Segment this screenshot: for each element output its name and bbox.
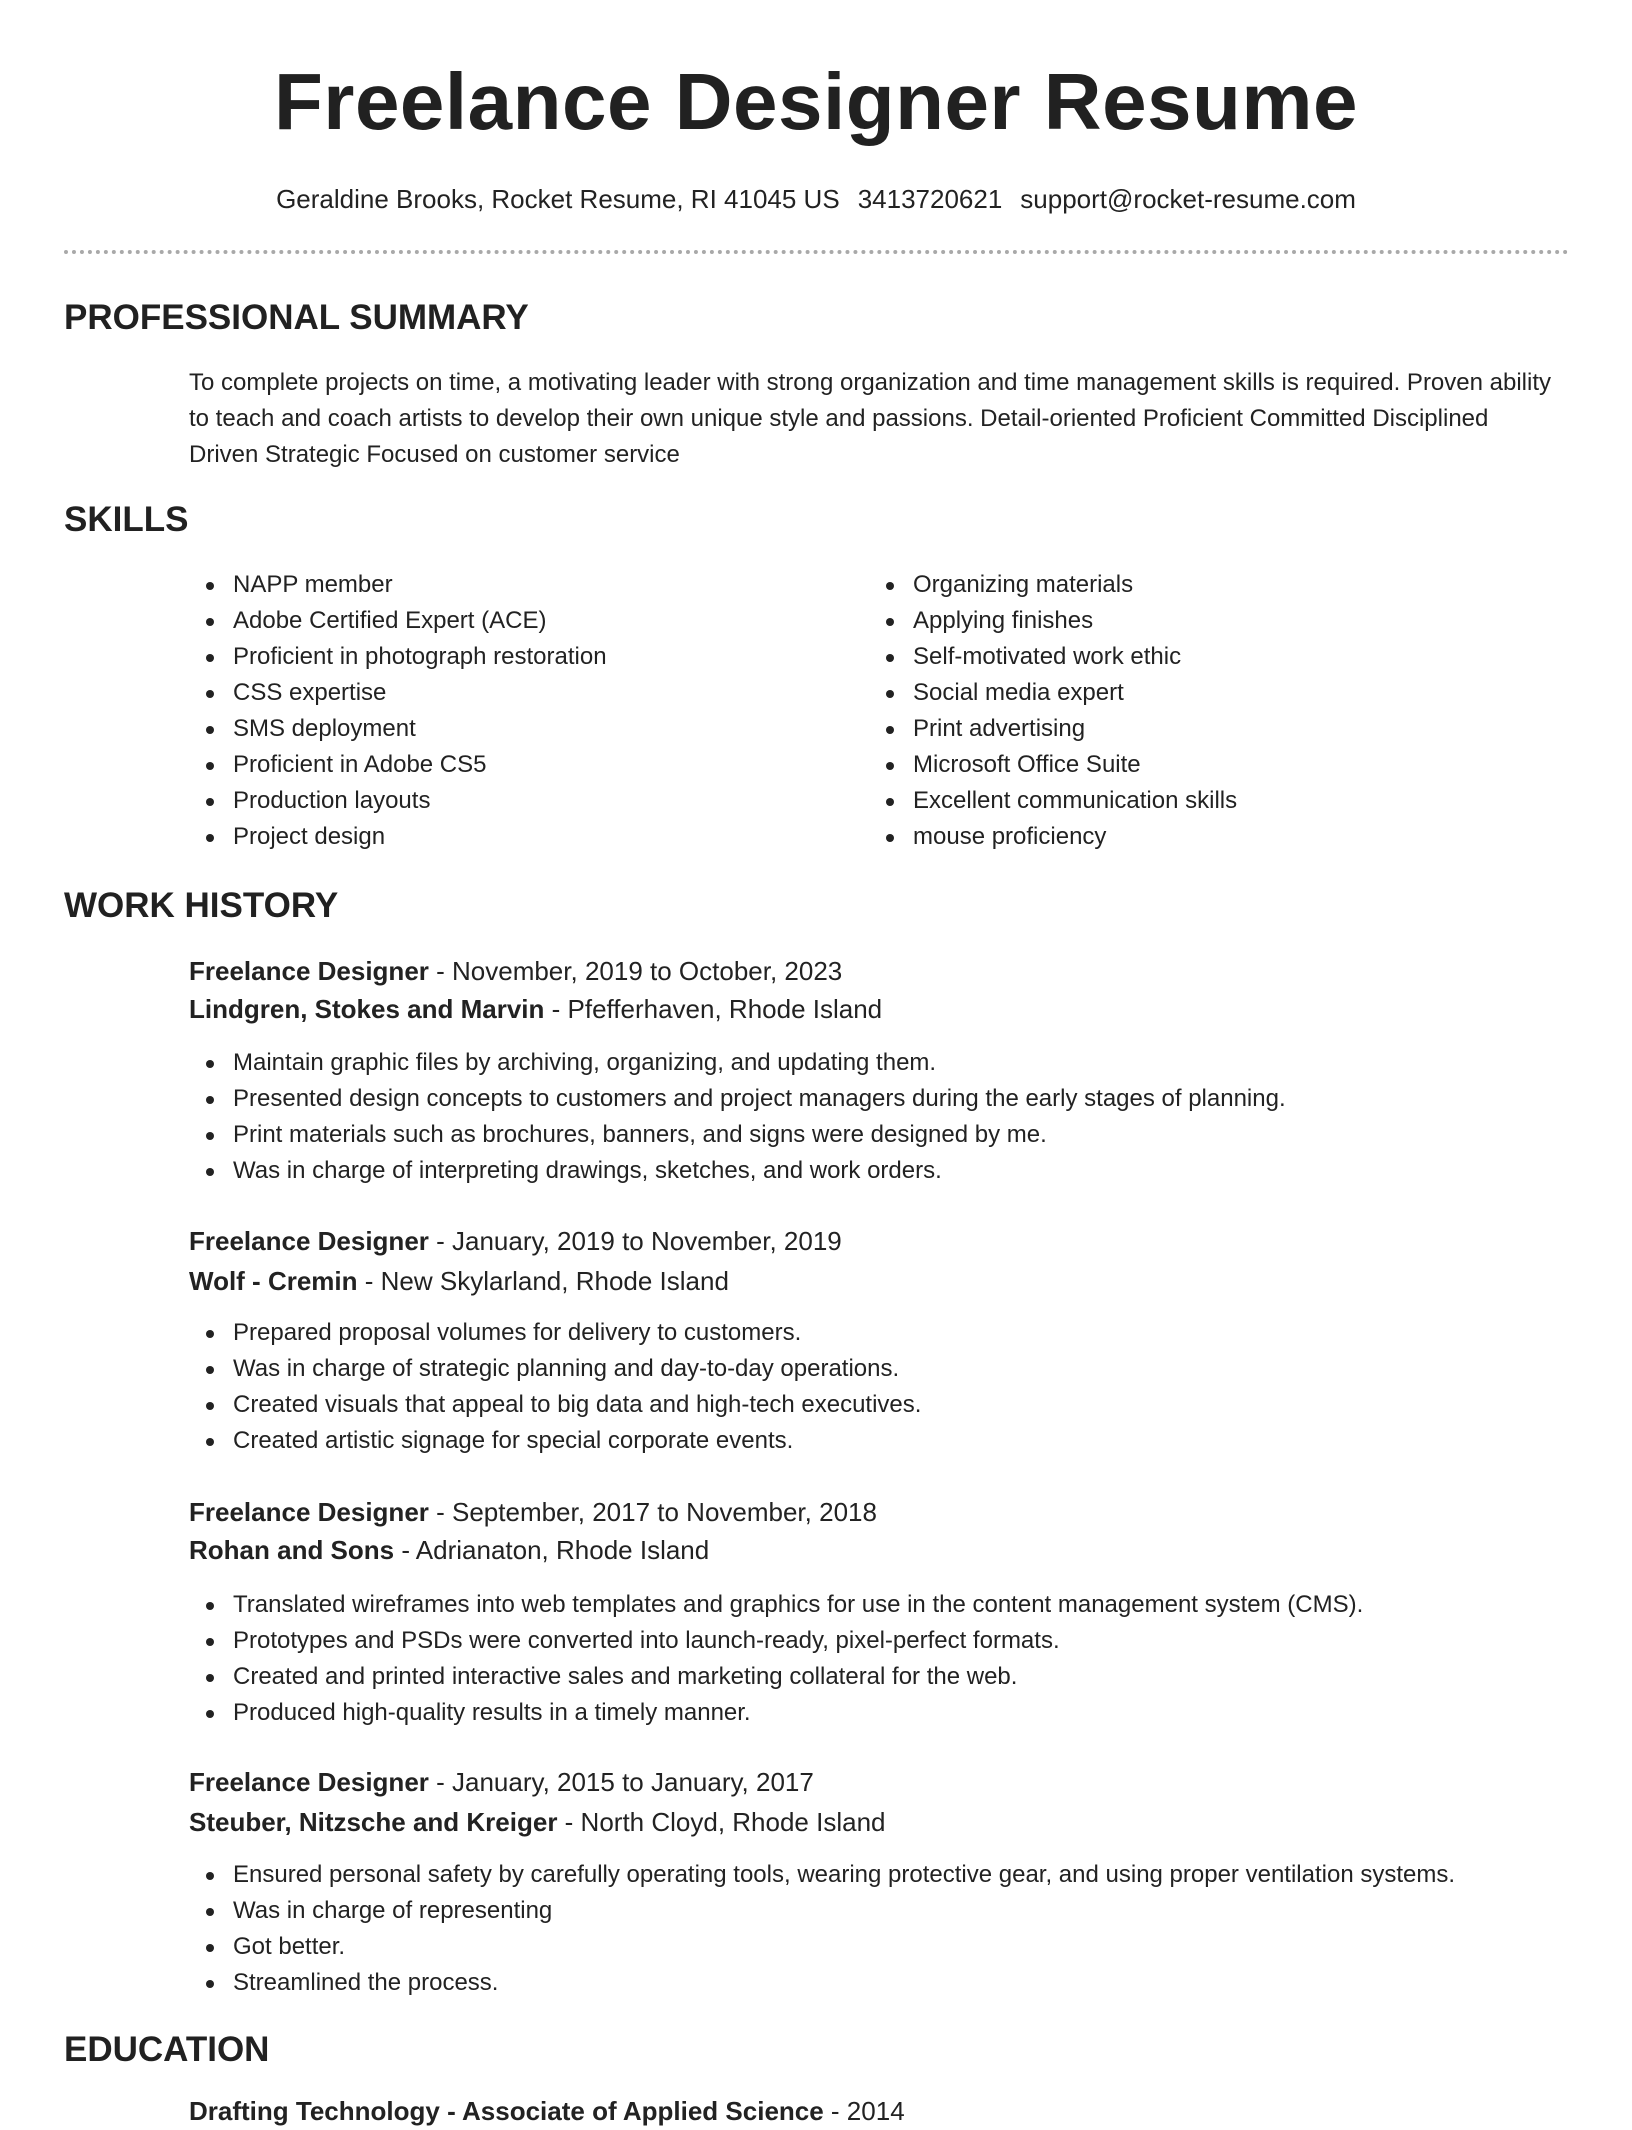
degree-type: - Associate of Applied Science xyxy=(439,2096,824,2126)
skill-item: CSS expertise xyxy=(189,675,607,711)
job-location: - North Cloyd, Rhode Island xyxy=(557,1807,886,1837)
job-company-line xyxy=(189,990,882,1028)
header-divider xyxy=(64,250,1569,254)
job-duty: Print materials such as brochures, banners, and signs were designed by me. xyxy=(189,1117,1286,1153)
skill-item: Adobe Certified Expert (ACE) xyxy=(189,603,607,639)
work-history-heading: WORK HISTORY xyxy=(64,886,339,925)
skill-item: Proficient in photograph restoration xyxy=(189,639,607,675)
job-title-line xyxy=(189,1763,814,1801)
degree-year: - 2014 xyxy=(823,2096,905,2126)
page-title: Freelance Designer Resume xyxy=(273,57,1359,146)
job-duty: Presented design concepts to customers and project managers during the early stages of planning. xyxy=(189,1081,1286,1117)
education-heading: EDUCATION xyxy=(64,2030,270,2069)
job-company: Lindgren, Stokes and Marvin xyxy=(189,994,545,1024)
skill-item: Organizing materials xyxy=(869,567,1237,603)
skill-item: SMS deployment xyxy=(189,711,607,747)
job-title: Freelance Designer xyxy=(189,1497,429,1527)
skill-item: NAPP member xyxy=(189,567,607,603)
skill-item: Production layouts xyxy=(189,783,607,819)
skills-heading: SKILLS xyxy=(64,500,189,539)
job-duty: Streamlined the process. xyxy=(189,1965,1455,2001)
contact-address: Geraldine Brooks, Rocket Resume, RI 41045 US xyxy=(276,184,840,214)
contact-email: support@rocket-resume.com xyxy=(1020,184,1356,214)
skill-item: Social media expert xyxy=(869,675,1237,711)
job-company-line xyxy=(189,1803,886,1841)
job-duties-list xyxy=(189,1587,1363,1731)
job-company-line xyxy=(189,1262,729,1300)
job-company: Wolf - Cremin xyxy=(189,1266,358,1296)
job-duty: Produced high-quality results in a timely manner. xyxy=(189,1695,1363,1731)
job-duties-list xyxy=(189,1857,1455,2001)
job-title: Freelance Designer xyxy=(189,956,429,986)
job-duty: Prototypes and PSDs were converted into launch-ready, pixel-perfect formats. xyxy=(189,1623,1363,1659)
job-title: Freelance Designer xyxy=(189,1226,429,1256)
job-duty: Was in charge of representing xyxy=(189,1893,1455,1929)
job-company: Rohan and Sons xyxy=(189,1535,395,1565)
job-location: - Pfefferhaven, Rhode Island xyxy=(544,994,883,1024)
education-degree-line xyxy=(189,2092,905,2130)
job-duty: Translated wireframes into web templates and graphics for use in the content management system (CMS). xyxy=(189,1587,1363,1623)
skill-item: mouse proficiency xyxy=(869,819,1237,855)
skills-list-right xyxy=(869,567,1237,855)
skill-item: Proficient in Adobe CS5 xyxy=(189,747,607,783)
summary-text: To complete projects on time, a motivating leader with strong organization and time management skills is required. Proven ability to teach and coach artists to develop their own unique style and passions. Detail-oriented Proficient Committed Disciplined Driven Strategic Focused on customer service xyxy=(189,369,1551,468)
job-duties-list xyxy=(189,1045,1286,1189)
skill-item: Project design xyxy=(189,819,607,855)
job-duty: Ensured personal safety by carefully operating tools, wearing protective gear, and using proper ventilation systems. xyxy=(189,1857,1455,1893)
job-duty: Was in charge of strategic planning and day-to-day operations. xyxy=(189,1351,921,1387)
job-duty: Prepared proposal volumes for delivery to customers. xyxy=(189,1315,921,1351)
job-dates: - November, 2019 to October, 2023 xyxy=(428,956,843,986)
job-company: Steuber, Nitzsche and Kreiger xyxy=(189,1807,558,1837)
skill-item: Print advertising xyxy=(869,711,1237,747)
job-duty: Created artistic signage for special corporate events. xyxy=(189,1423,921,1459)
degree-field: Drafting Technology xyxy=(189,2096,440,2126)
job-dates: - September, 2017 to November, 2018 xyxy=(428,1497,877,1527)
job-dates: - January, 2019 to November, 2019 xyxy=(428,1226,842,1256)
job-title-line xyxy=(189,1493,877,1531)
job-dates: - January, 2015 to January, 2017 xyxy=(428,1767,814,1797)
job-duties-list xyxy=(189,1315,921,1459)
job-duty: Maintain graphic files by archiving, organizing, and updating them. xyxy=(189,1045,1286,1081)
job-duty: Created and printed interactive sales and marketing collateral for the web. xyxy=(189,1659,1363,1695)
job-location: - Adrianaton, Rhode Island xyxy=(394,1535,710,1565)
skill-item: Applying finishes xyxy=(869,603,1237,639)
skill-item: Microsoft Office Suite xyxy=(869,747,1237,783)
job-title: Freelance Designer xyxy=(189,1767,429,1797)
job-title-line xyxy=(189,1222,842,1260)
job-company-line xyxy=(189,1531,709,1569)
contact-phone: 3413720621 xyxy=(857,184,1003,214)
skills-list-left xyxy=(189,567,607,855)
skill-item: Excellent communication skills xyxy=(869,783,1237,819)
job-duty: Got better. xyxy=(189,1929,1455,1965)
job-duty: Created visuals that appeal to big data and high-tech executives. xyxy=(189,1387,921,1423)
job-location: - New Skylarland, Rhode Island xyxy=(357,1266,729,1296)
skill-item: Self-motivated work ethic xyxy=(869,639,1237,675)
job-duty: Was in charge of interpreting drawings, sketches, and work orders. xyxy=(189,1153,1286,1189)
contact-info xyxy=(0,179,1632,219)
summary-heading: PROFESSIONAL SUMMARY xyxy=(64,298,529,337)
job-title-line xyxy=(189,952,842,990)
